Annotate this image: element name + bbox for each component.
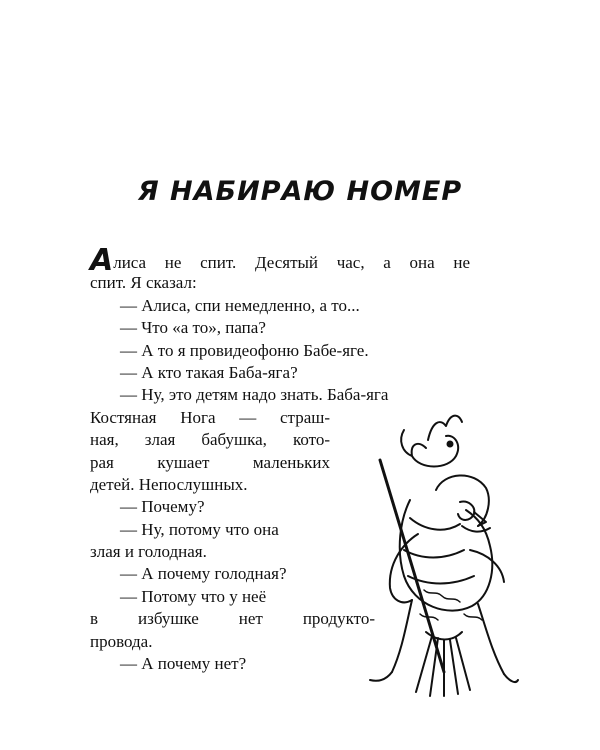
- dialogue-line: — А кто такая Баба-яга?: [120, 362, 298, 382]
- dialogue-line: — Алиса, спи немедленно, а то...: [120, 295, 360, 315]
- text-line: детей. Непослушных.: [90, 474, 248, 494]
- text-line: ная, злая бабушка, кото-: [90, 430, 330, 450]
- text-line: злая и голодная.: [90, 542, 207, 562]
- baba-yaga-illustration: [340, 400, 520, 700]
- dialogue-line: — Потому что у неё: [120, 586, 267, 606]
- text-line: провода.: [90, 631, 153, 651]
- dialogue-line: — Ну, это детям надо знать. Баба-яга: [120, 385, 389, 405]
- text-line: Костяная Нога — страш-: [90, 407, 330, 427]
- dialogue-line: — Ну, потому что она: [120, 519, 279, 539]
- chapter-title: Я НАБИРАЮ НОМЕР: [137, 176, 463, 207]
- dialogue-line: — Что «а то», папа?: [120, 318, 266, 338]
- dialogue-line: — А то я провидеофоню Бабе-яге.: [120, 340, 369, 360]
- text-line: в избушке нет продукто-: [90, 609, 375, 629]
- text-line: спит. Я сказал:: [90, 273, 197, 293]
- drop-cap: А: [90, 243, 114, 278]
- dialogue-line: — Почему?: [120, 497, 205, 517]
- text-line: Алиса не спит. Десятый час, а она не: [90, 243, 470, 278]
- dialogue-line: — А почему нет?: [120, 654, 247, 674]
- text-line: рая кушает маленьких: [90, 452, 330, 472]
- dialogue-line: — А почему голодная?: [120, 564, 287, 584]
